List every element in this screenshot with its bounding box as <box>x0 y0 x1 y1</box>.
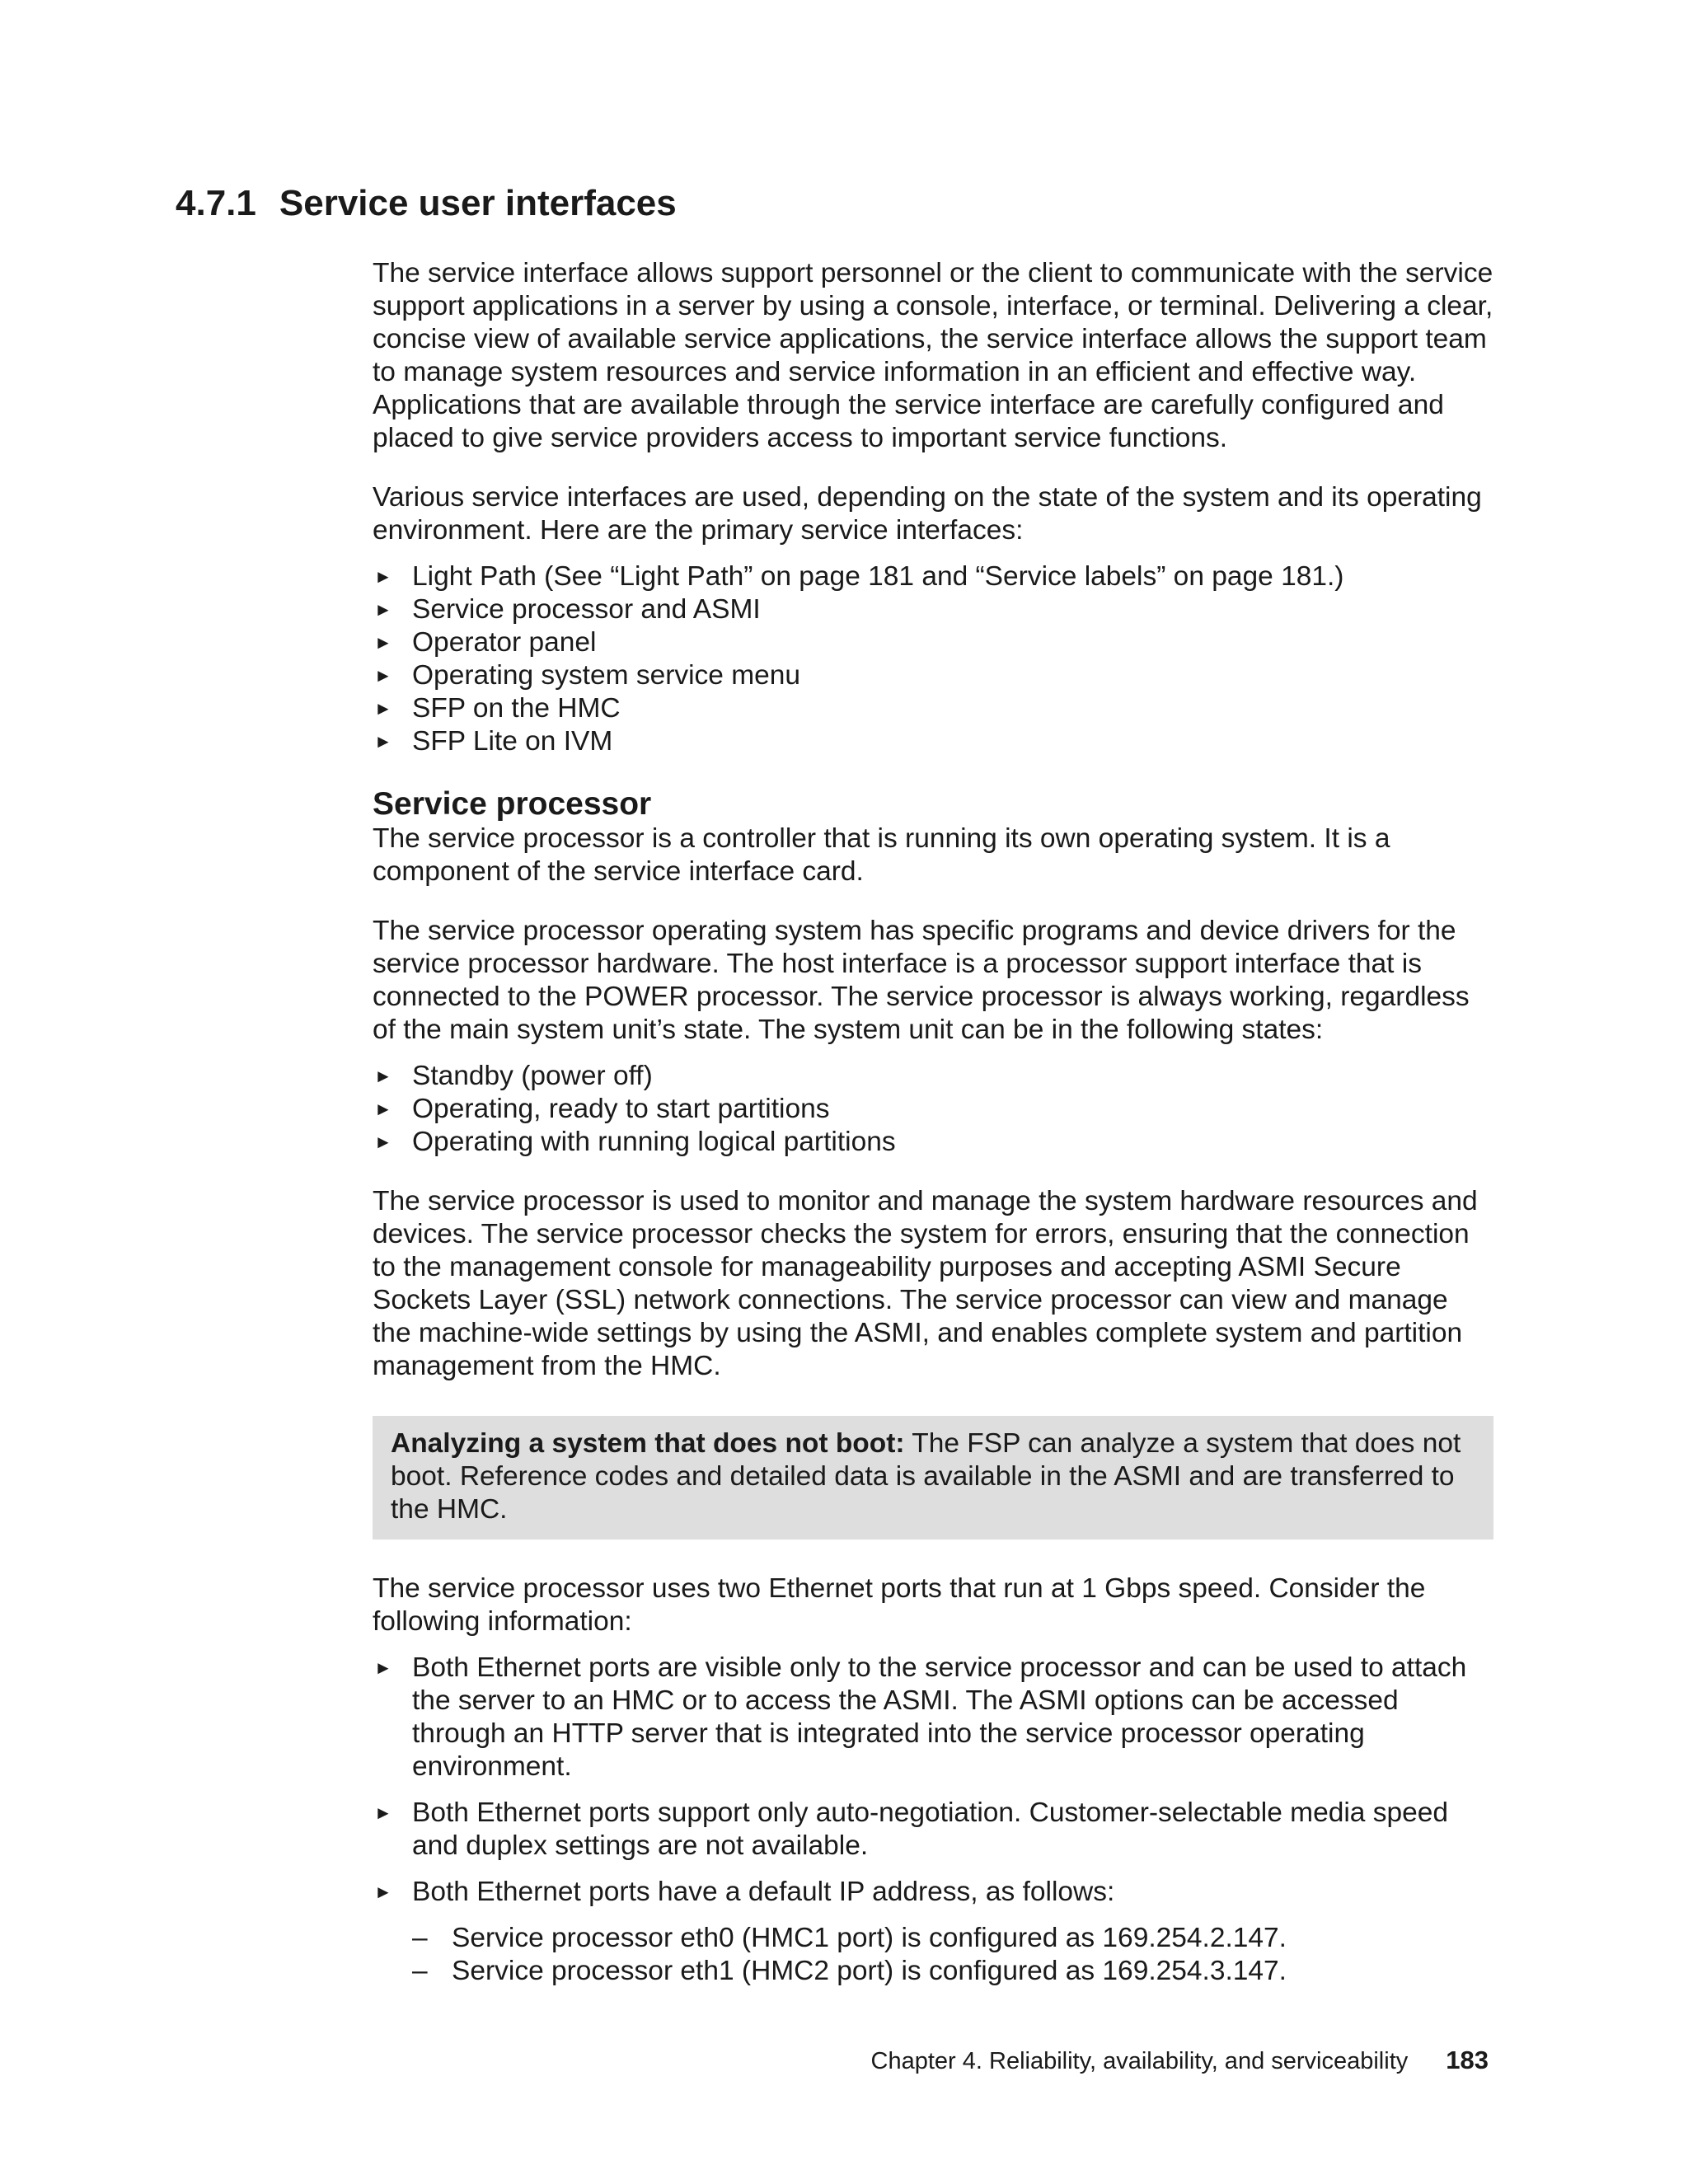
system-states-list <box>373 1060 1493 1159</box>
section-title: Service user interfaces <box>279 183 677 223</box>
list-item: ► Operating, ready to start partitions <box>374 1094 830 1124</box>
list-item: ► Operating system service menu <box>374 660 801 691</box>
bullet-icon: ► <box>374 1882 392 1902</box>
section-heading <box>176 183 677 224</box>
sp-paragraph-1: The service processor is a controller that is running its own operating system. It is a component of the service interface card. <box>373 823 1390 887</box>
list-item: ► Light Path (See “Light Path” on page 181 and “Service labels” on page 181.) <box>374 561 1344 592</box>
bullet-icon: ► <box>374 1802 392 1823</box>
list-item: ► Operator panel <box>374 627 597 658</box>
bullet-icon: ► <box>374 1099 392 1119</box>
subsection-heading: Service processor <box>373 786 652 822</box>
note-box <box>373 1416 1493 1540</box>
bullet-icon: ► <box>374 599 392 620</box>
section-number: 4.7.1 <box>176 183 256 223</box>
sp-paragraph-4: The service processor uses two Ethernet ports that run at 1 Gbps speed. Consider the following information: <box>373 1573 1426 1637</box>
list-item: ► Both Ethernet ports have a default IP address, as follows: <box>374 1877 1115 1907</box>
note-label: Analyzing a system that does not boot: <box>391 1428 905 1459</box>
footer-chapter: Chapter 4. Reliability, availability, and serviceability <box>870 2048 1409 2074</box>
bullet-icon: ► <box>374 1066 392 1086</box>
bullet-icon: ► <box>374 1657 392 1678</box>
sp-paragraph-3: The service processor is used to monitor and manage the system hardware resources and devices. The service processor checks the system for errors, ensuring that the connection to the management console for manageability purposes and accepting ASMI Secure Sockets Layer (SSL) network connections. The service processor can view and manage the machine-wide settings by using the ASMI, and enables complete system and partition management from the HMC. <box>373 1186 1478 1381</box>
bullet-icon: ► <box>374 632 392 653</box>
bullet-icon: ► <box>374 698 392 719</box>
page-number: 183 <box>1446 2046 1489 2074</box>
bullet-icon: ► <box>374 1132 392 1152</box>
list-item: ► SFP Lite on IVM <box>374 726 613 757</box>
list-item: ► Both Ethernet ports are visible only to the service processor and can be used to attach the server to an HMC or to access the ASMI. The ASMI options can be accessed through an HTTP server that is integrated into the service processor operating environment. <box>374 1652 1467 1782</box>
bullet-icon: ► <box>374 566 392 587</box>
dash-icon: – <box>412 1956 428 1986</box>
list-item: ► Both Ethernet ports support only auto-negotiation. Customer-selectable media speed and duplex settings are not available. <box>374 1797 1448 1861</box>
dash-icon: – <box>412 1923 428 1953</box>
note-text: The FSP can analyze a system that does not boot. Reference codes and detailed data is available in the ASMI and are transferred to the HMC. <box>391 1428 1461 1525</box>
list-item: ► SFP on the HMC <box>374 693 621 724</box>
sp-paragraph-2: The service processor operating system has specific programs and device drivers for the service processor hardware. The host interface is a processor support interface that is connected to the POWER processor. The service processor is always working, regardless of the main system unit’s state. The system unit can be in the following states: <box>373 916 1470 1045</box>
bullet-icon: ► <box>374 665 392 686</box>
list-item: ► Service processor and ASMI <box>374 594 761 625</box>
ethernet-list <box>373 1652 1493 1909</box>
page-body <box>373 257 1493 1988</box>
ip-address-list <box>373 1922 1493 1988</box>
list-item: – Service processor eth0 (HMC1 port) is configured as 169.254.2.147. <box>412 1923 1287 1953</box>
list-item: ► Standby (power off) <box>374 1061 653 1091</box>
list-item: ► Operating with running logical partitions <box>374 1127 896 1157</box>
list-item: – Service processor eth1 (HMC2 port) is configured as 169.254.3.147. <box>412 1956 1287 1986</box>
intro-paragraph-2: Various service interfaces are used, depending on the state of the system and its operating environment. Here are the primary service interfaces: <box>373 482 1482 546</box>
intro-paragraph-1: The service interface allows support personnel or the client to communicate with the service support applications in a server by using a console, interface, or terminal. Delivering a clear, concise view of available service applications, the service interface allows the support team to manage system resources and service information in an efficient and effective way. Applications that are available through the service interface are carefully configured and placed to give service providers access to important service functions. <box>373 258 1493 453</box>
bullet-icon: ► <box>374 731 392 752</box>
page-footer <box>871 2046 1489 2075</box>
service-interfaces-list <box>373 560 1493 758</box>
